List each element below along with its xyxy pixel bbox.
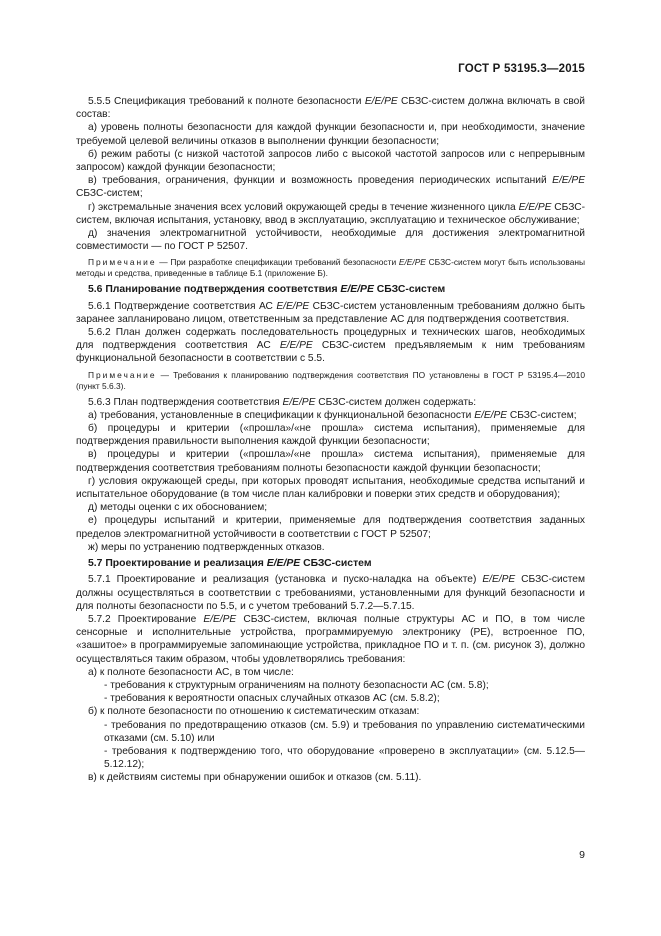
note-label: Примечание	[88, 257, 157, 268]
clause-5-6-2: 5.6.2 План должен содержать последовательность процедурных и технических шагов, необходимых для подтверждения соответствия АС E/E/PE СБЗС-систем предъявляемым к ним требованиям функциональной безопасности в соответствии с 5.5.	[76, 327, 585, 365]
list-subitem: - требования по предотвращению отказов (см. 5.9) и требования по управлению систематическими отказами (см. 5.10) или	[104, 719, 585, 744]
note	[76, 370, 585, 392]
clause-5-7-1: 5.7.1 Проектирование и реализация (установка и пуско-наладка на объекте) E/E/PE СБЗС-систем должны осуществляться в соответствии с требованиями, установленными для функций безопасности и для полноты безопасности по 5.5, и с учетом требований 5.7.2—5.7.15.	[76, 574, 585, 612]
list-item: б) режим работы (с низкой частотой запросов либо с высокой частотой запросов или с непрерывным запросом) каждой функции безопасности;	[76, 148, 585, 174]
list-item: г) условия окружающей среды, при которых проводят испытания, необходимые средства испытаний и испытательное оборудование (в том числе план калибровки и поверки этих средств и оборудования);	[76, 475, 585, 501]
list-item: д) методы оценки с их обоснованием;	[88, 502, 268, 514]
page-number: 9	[579, 849, 585, 861]
list-item: б) к полноте безопасности по отношению к систематическим отказам:	[88, 706, 420, 718]
list-subitem: - требования к структурным ограничениям на полноту безопасности АС (см. 5.8);	[104, 679, 489, 691]
list-subitem: - требования к подтверждению того, что оборудование «проверено в эксплуатации» (см. 5.12.5—5.12.12);	[104, 745, 585, 771]
list-item: в) процедуры и критерии («прошла»/«не прошла» система испытания), применяемые для подтверждения соответствия требованиям полноты безопасности каждой функции безопасности;	[76, 449, 585, 474]
list-subitem: - требования к вероятности опасных случайных отказов АС (см. 5.8.2);	[104, 693, 440, 705]
clause-5-5-5: 5.5.5 Спецификация требований к полноте безопасности E/E/PE СБЗС-систем должна включать в свой состав:	[76, 96, 585, 121]
list-item: г) экстремальные значения всех условий окружающей среды в течение жизненного цикла E/E/PE СБЗС-систем, включая испытания, установку, ввод в эксплуатацию, эксплуатацию и техническое обслуживание;	[76, 201, 586, 226]
clause-5-7-2: 5.7.2 Проектирование E/E/PE СБЗС-систем, включая полные структуры АС и ПО, в том числе сенсорные и исполнительные устройства, программируемую электронику (PE), встроенное ПО, «зашитое» в программируемые запоминающие устройства, прикладное ПО и т. п. (см. рисунок 3), должно осуществляться таким образом, чтобы удовлетворялись требования:	[76, 613, 585, 665]
clause-5-6-1: 5.6.1 Подтверждение соответствия АС E/E/PE СБЗС-систем установленным требованиям должно быть заранее запланировано лицом, ответственным за представление АС для подтверждения соответствия.	[76, 300, 585, 325]
list-item: ж) меры по устранению подтвержденных отказов.	[88, 541, 325, 553]
note-label: Примечание	[88, 369, 157, 380]
list-item: в) требования, ограничения, функции и возможность проведения периодических испытаний E/E/PE СБЗС-систем;	[76, 175, 585, 200]
list-item: д) значения электромагнитной устойчивости, необходимые для достижения электромагнитной совместимости — по ГОСТ Р 52507.	[76, 228, 585, 253]
list-item: а) уровень полноты безопасности для каждой функции безопасности и, при необходимости, значение требуемой целевой величины отказов в выполнении функции безопасности;	[76, 122, 585, 147]
section-heading-5-7: 5.7 Проектирование и реализация E/E/PE СБЗС-систем	[88, 558, 372, 570]
note-text: — При разработке спецификации требований безопасности E/E/PE СБЗС-систем могут быть использованы методы и средства, приведенные в таблице Б.1 (приложение Б).	[76, 257, 586, 279]
section-heading-5-6: 5.6 Планирование подтверждения соответствия E/E/PE СБЗС-систем	[88, 284, 446, 296]
document-body	[76, 95, 585, 785]
list-item: а) к полноте безопасности АС, в том числе:	[88, 666, 294, 678]
list-item: е) процедуры испытаний и критерии, применяемые для подтверждения соответствия заданных пределов электромагнитной устойчивости в соответствии с ГОСТ Р 52507;	[76, 515, 585, 540]
list-item: в) к действиям системы при обнаружении ошибок и отказов (см. 5.11).	[88, 772, 422, 784]
clause-5-6-3: 5.6.3 План подтверждения соответствия E/E/PE СБЗС-систем должен содержать:	[88, 396, 477, 408]
note-text: — Требования к планированию подтверждения соответствия ПО установлены в ГОСТ Р 53195.4—2010 (пункт 5.6.3).	[76, 369, 585, 391]
note	[76, 257, 585, 279]
list-item: а) требования, установленные в спецификации к функциональной безопасности E/E/PE СБЗС-систем;	[88, 409, 577, 421]
list-item: б) процедуры и критерии («прошла»/«не прошла» система испытания), применяемые для подтверждения правильности выполнения каждой функции безопасности;	[76, 423, 585, 448]
document-id: ГОСТ Р 53195.3—2015	[458, 63, 585, 75]
